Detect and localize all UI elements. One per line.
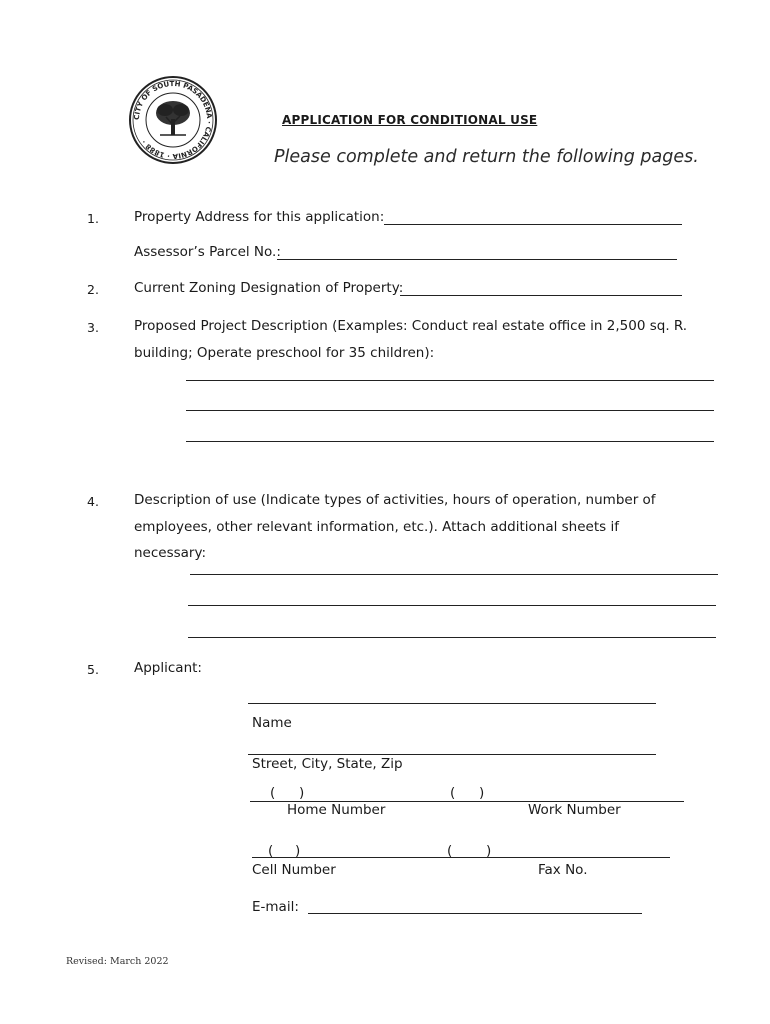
work-number-label: Work Number: [528, 802, 621, 818]
use-description-text-line3: necessary:: [134, 545, 207, 561]
use-description-text-line1: Description of use (Indicate types of activities, hours of operation, number of: [134, 492, 656, 508]
project-description-field-line3[interactable]: [186, 441, 714, 442]
work-area-code-open-paren: (: [450, 785, 456, 801]
fax-number-label: Fax No.: [538, 862, 588, 878]
email-field[interactable]: [308, 913, 642, 914]
applicant-address-label: Street, City, State, Zip: [252, 756, 403, 772]
cell-area-code-close-paren: ): [295, 843, 301, 859]
applicant-name-label: Name: [252, 715, 292, 731]
home-area-code-open-paren: (: [270, 785, 276, 801]
question-3-number: 3.: [87, 320, 99, 335]
parcel-number-field[interactable]: [277, 259, 677, 260]
form-subtitle: Please complete and return the following pages.: [274, 147, 699, 167]
parcel-number-label: Assessor’s Parcel No.:: [134, 244, 281, 260]
work-area-code-close-paren: ): [479, 785, 485, 801]
revised-date: Revised: March 2022: [66, 956, 169, 967]
cell-number-label: Cell Number: [252, 862, 336, 878]
use-description-text-line2: employees, other relevant information, etc.). Attach additional sheets if: [134, 519, 619, 535]
project-description-field-line2[interactable]: [186, 410, 714, 411]
applicant-address-field[interactable]: [248, 754, 656, 755]
email-label: E-mail:: [252, 899, 299, 915]
form-title: APPLICATION FOR CONDITIONAL USE: [282, 113, 538, 127]
question-4-number: 4.: [87, 494, 99, 509]
zoning-designation-label: Current Zoning Designation of Property:: [134, 280, 404, 296]
applicant-name-field[interactable]: [248, 703, 656, 704]
property-address-field[interactable]: [384, 224, 682, 225]
use-description-field-line2[interactable]: [188, 605, 716, 606]
city-seal-logo: [128, 75, 218, 165]
project-description-text-line1: Proposed Project Description (Examples: Conduct real estate office in 2,500 sq. R.: [134, 318, 688, 334]
question-5-number: 5.: [87, 662, 99, 677]
svg-text:CITY OF SOUTH PASADENA · CALIF: CITY OF SOUTH PASADENA · CALIFORNIA · 1888 ·: [132, 79, 214, 161]
applicant-label: Applicant:: [134, 660, 202, 676]
use-description-field-line1[interactable]: [190, 574, 718, 575]
project-description-text-line2: building; Operate preschool for 35 children):: [134, 345, 435, 361]
home-area-code-close-paren: ): [299, 785, 305, 801]
question-1-number: 1.: [87, 211, 99, 226]
fax-area-code-open-paren: (: [447, 843, 453, 859]
zoning-designation-field[interactable]: [400, 295, 682, 296]
home-number-label: Home Number: [287, 802, 386, 818]
use-description-field-line3[interactable]: [188, 637, 716, 638]
fax-area-code-close-paren: ): [486, 843, 492, 859]
question-2-number: 2.: [87, 282, 99, 297]
project-description-field-line1[interactable]: [186, 380, 714, 381]
property-address-label: Property Address for this application:: [134, 209, 385, 225]
cell-area-code-open-paren: (: [268, 843, 274, 859]
cell-fax-phone-field[interactable]: [252, 857, 670, 858]
